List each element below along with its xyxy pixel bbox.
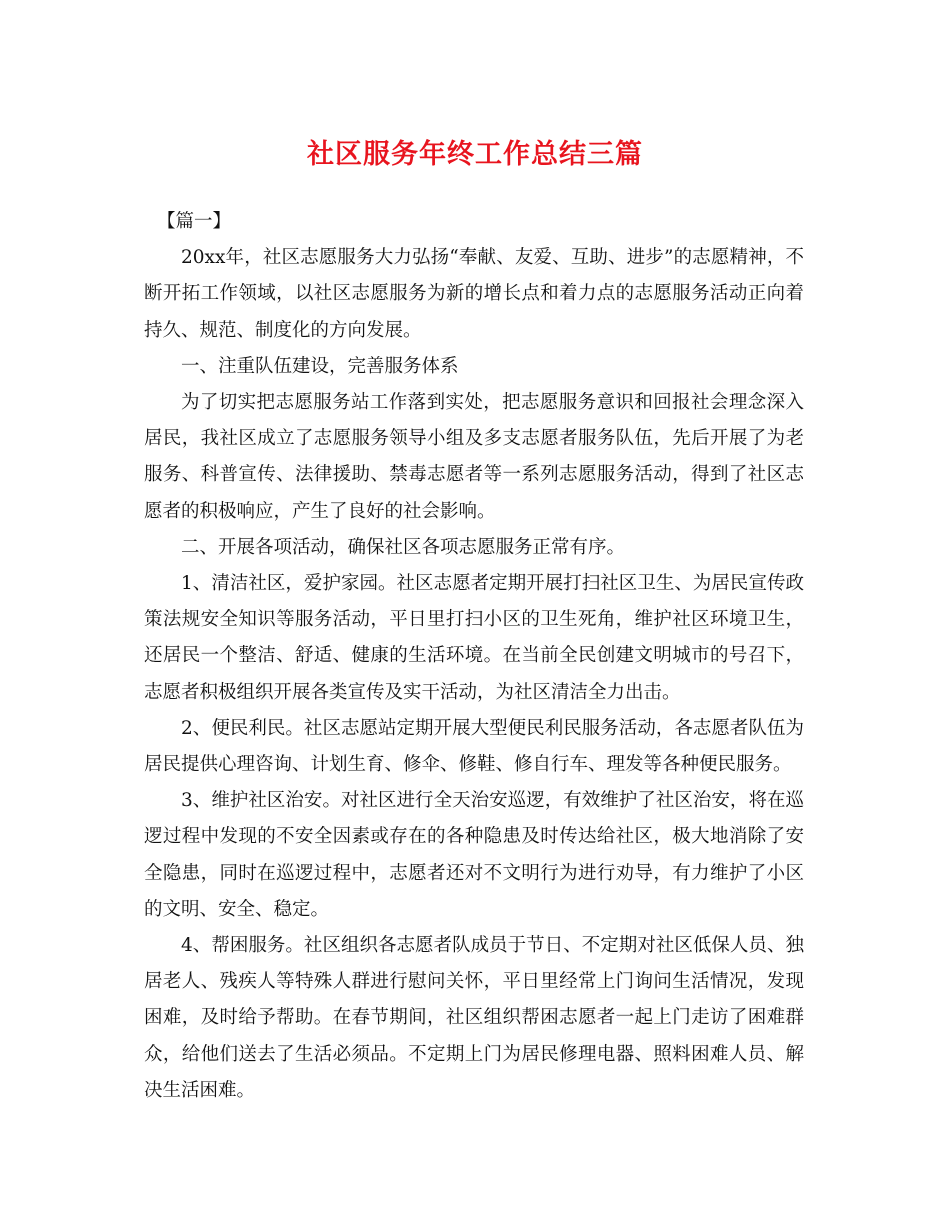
heading-team-building: 一、注重队伍建设，完善服务体系 <box>181 355 459 377</box>
document-body <box>144 204 804 1109</box>
intro-paragraph: 20xx年，社区志愿服务大力弘扬“奉献、友爱、互助、进步”的志愿精神，不断开拓工作领域，以社区志愿服务为新的增长点和着力点的志愿服务活动正向着持久、规范、制度化的方向发展。 <box>144 247 804 341</box>
activity-convenience-paragraph: 2、便民利民。社区志愿站定期开展大型便民利民服务活动，各志愿者队伍为居民提供心理咨询、计划生育、修伞、修鞋、修自行车、理发等各种便民服务。 <box>144 717 804 776</box>
document-title: 社区服务年终工作总结三篇 <box>307 139 643 170</box>
activity-assistance-paragraph: 4、帮困服务。社区组织各志愿者队成员于节日、不定期对社区低保人员、独居老人、残疾人等特殊人群进行慰问关怀，平日里经常上门询问生活情况，发现困难，及时给予帮助。在春节期间，社区组织帮困志愿者一起上门走访了困难群众，给他们送去了生活必须品。不定期上门为居民修理电器、照料困难人员、解决生活困难。 <box>144 935 804 1101</box>
heading-activities: 二、开展各项活动，确保社区各项志愿服务正常有序。 <box>181 536 626 558</box>
activity-security-paragraph: 3、维护社区治安。对社区进行全天治安巡逻，有效维护了社区治安，将在巡逻过程中发现的不安全因素或存在的各种隐患及时传达给社区，极大地消除了安全隐患，同时在巡逻过程中，志愿者还对不文明行为进行劝导，有力维护了小区的文明、安全、稳定。 <box>144 790 804 920</box>
activity-cleaning-paragraph: 1、清洁社区，爱护家园。社区志愿者定期开展打扫社区卫生、为居民宣传政策法规安全知识等服务活动，平日里打扫小区的卫生死角，维护社区环境卫生，还居民一个整洁、舒适、健康的生活环境。在当前全民创建文明城市的号召下，志愿者积极组织开展各类宣传及实干活动，为社区清洁全力出击。 <box>144 573 804 703</box>
team-building-paragraph: 为了切实把志愿服务站工作落到实处，把志愿服务意识和回报社会理念深入居民，我社区成立了志愿服务领导小组及多支志愿者服务队伍，先后开展了为老服务、科普宣传、法律援助、禁毒志愿者等一系列志愿服务活动，得到了社区志愿者的积极响应，产生了良好的社会影响。 <box>144 392 804 522</box>
section-label: 【篇一】 <box>156 211 231 232</box>
